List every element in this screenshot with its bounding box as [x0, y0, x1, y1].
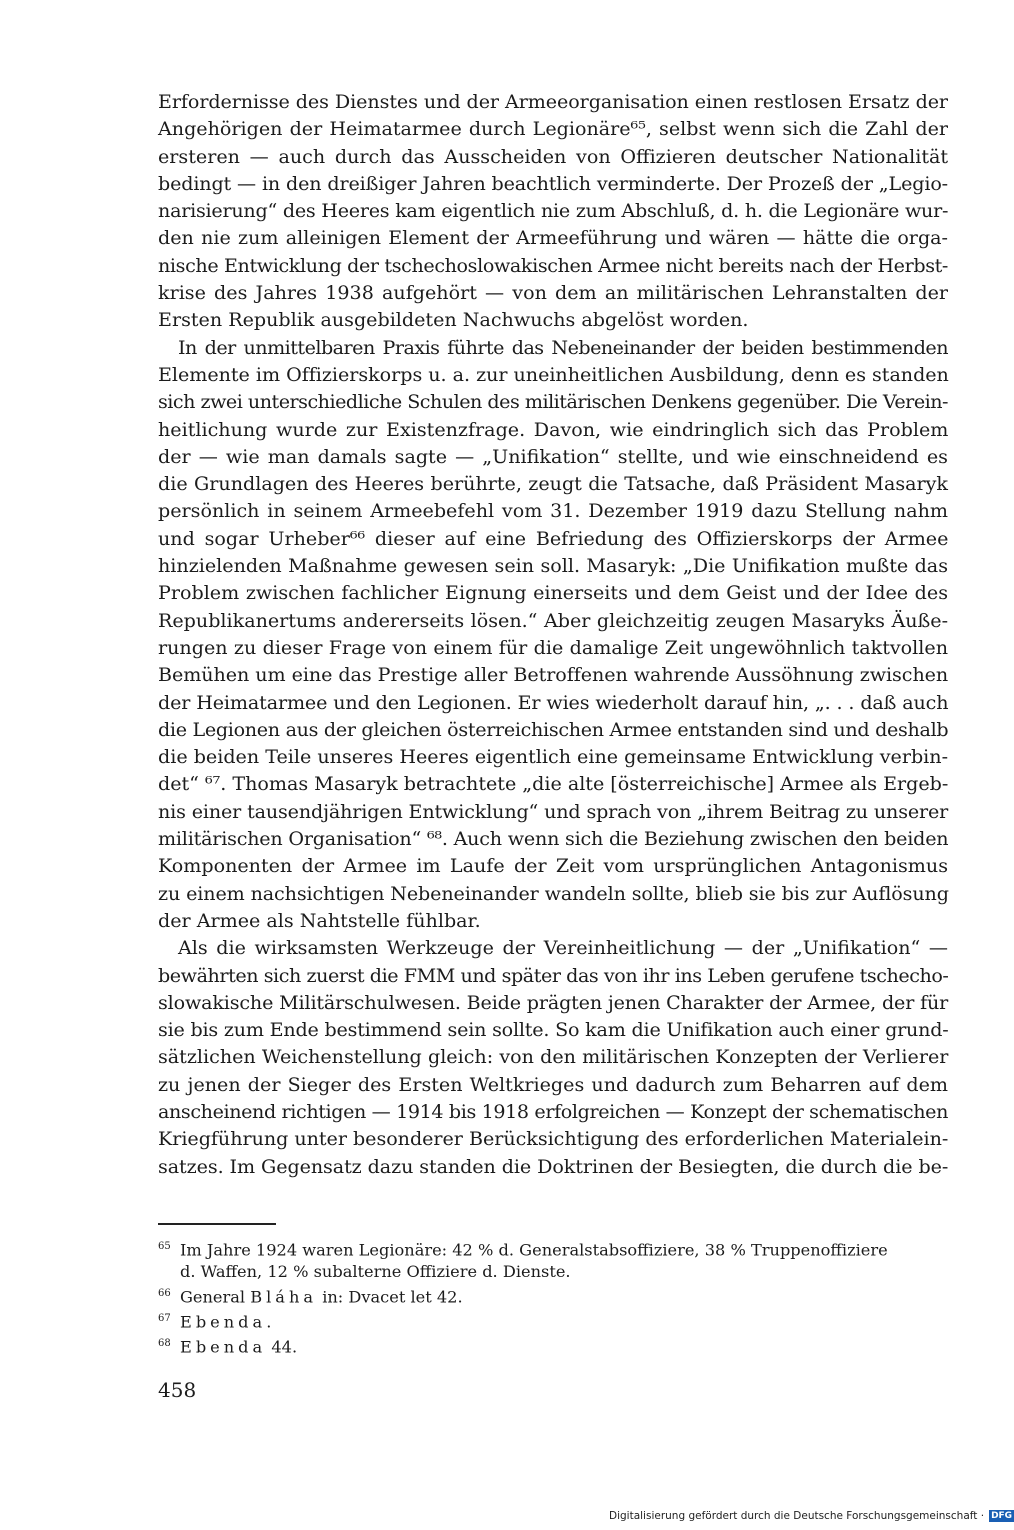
footnote-ibid: Ebenda	[180, 1312, 267, 1332]
text-line: militärischen Organisation“ ⁶⁸. Auch wenn sich die Beziehung zwischen den beiden	[158, 827, 949, 851]
text-line: und sogar Urheber⁶⁶ dieser auf eine Befriedung des Offizierskorps der Armee	[158, 526, 949, 550]
footnote-67	[158, 1308, 948, 1333]
digitization-credit	[609, 1507, 1013, 1525]
text-line: die beiden Teile unseres Heeres eigentlich eine gemeinsame Entwicklung verbin-	[158, 745, 949, 769]
text-line: Erfordernisse des Dienstes und der Armeeorganisation einen restlosen Ersatz der	[158, 90, 948, 113]
text-line: die Legionen aus der gleichen österreichischen Armee entstanden sind und deshalb	[158, 717, 949, 741]
paragraph-3	[158, 934, 948, 1180]
footnote-65	[158, 1236, 948, 1261]
text-line: Komponenten der Armee im Laufe der Zeit vom ursprünglichen Antagonismus	[158, 854, 948, 878]
text-line: persönlich in seinem Armeebefehl vom 31. Dezember 1919 dazu Stellung nahm	[158, 499, 948, 523]
text-line: ersteren — auch durch das Ausscheiden von Offizieren deutscher Nationalität	[158, 144, 949, 168]
text-line: slowakische Militärschulwesen. Beide prägten jenen Charakter der Armee, der für	[158, 990, 949, 1014]
text-line: der — wie man damals sagte — „Unifikation“ stellte, und wie einschneidend es	[158, 444, 948, 468]
footnote-65-continued	[158, 1261, 948, 1283]
text-line: sätzlichen Weichenstellung gleich: von den militärischen Konzepten der Verlierer	[158, 1045, 949, 1069]
text-line: bewährten sich zuerst die FMM und später das von ihr ins Leben gerufene tschecho-	[158, 963, 949, 987]
footnote-number: 66	[158, 1287, 171, 1299]
footnote-text: d. Waffen, 12 % subalterne Offiziere d. Dienste.	[180, 1262, 571, 1282]
text-line: Ersten Republik ausgebildeten Nachwuchs abgelöst worden.	[158, 308, 749, 332]
text-line: Elemente im Offizierskorps u. a. zur uneinheitlichen Ausbildung, denn es standen	[158, 362, 949, 386]
text-line: nis einer tausendjährigen Entwicklung“ und sprach von „ihrem Beitrag zu unserer	[158, 799, 949, 823]
footnote-author: Bláha	[250, 1287, 318, 1307]
page-number: 458	[158, 1378, 197, 1402]
footnote-ibid: Ebenda	[180, 1337, 267, 1357]
text-line: sich zwei unterschiedliche Schulen des militärischen Denkens gegenüber. Die Verein-	[158, 390, 948, 414]
footnote-number: 65	[158, 1241, 171, 1252]
footnote-number: 67	[158, 1312, 171, 1324]
text-line: bedingt — in den dreißiger Jahren beachtlich verminderte. Der Prozeß der „Legio-	[158, 171, 948, 195]
text-line: der Heimatarmee und den Legionen. Er wies wiederholt darauf hin, „. . . daß auch	[158, 690, 949, 714]
text-line: der Armee als Nahtstelle fühlbar.	[158, 908, 481, 932]
text-line: In der unmittelbaren Praxis führte das Nebeneinander der beiden bestimmenden	[178, 335, 948, 359]
footnote-66	[158, 1283, 948, 1308]
text-line: Angehörigen der Heimatarmee durch Legionäre⁶⁵, selbst wenn sich die Zahl der	[158, 117, 948, 141]
text-line: Problem zwischen fachlicher Eignung einerseits und dem Geist und der Idee des	[158, 581, 948, 605]
footnote-number: 68	[158, 1337, 171, 1349]
text-line: die Grundlagen des Heeres berührte, zeugt die Tatsache, daß Präsident Masaryk	[158, 472, 948, 496]
footnote-suffix: .	[266, 1312, 272, 1332]
footnotes	[158, 1236, 948, 1358]
text-line: heitlichung wurde zur Existenzfrage. Davon, wie eindringlich sich das Problem	[158, 417, 949, 441]
text-line: zu jenen der Sieger des Ersten Weltkrieges und dadurch zum Beharren auf dem	[158, 1072, 948, 1096]
text-line: hinzielenden Maßnahme gewesen sein soll. Masaryk: „Die Unifikation mußte das	[158, 554, 948, 578]
text-line: nische Entwicklung der tschechoslowakischen Armee nicht bereits nach der Herbst-	[158, 253, 948, 277]
footnote-text: Im Jahre 1924 waren Legionäre: 42 % d. Generalstabsoffiziere, 38 % Truppenoffiziere	[180, 1240, 888, 1260]
text-line: Als die wirksamsten Werkzeuge der Vereinheitlichung — der „Unifikation“ —	[178, 936, 948, 960]
text-line: rungen zu dieser Frage von einem für die damalige Zeit ungewöhnlich taktvollen	[158, 635, 948, 659]
text-line: anscheinend richtigen — 1914 bis 1918 erfolgreichen — Konzept der schematischen	[158, 1099, 948, 1123]
text-line: Bemühen um eine das Prestige aller Betroffenen wahrende Aussöhnung zwischen	[158, 663, 949, 687]
paragraph-1	[158, 88, 948, 334]
text-line: Republikanertums andererseits lösen.“ Aber gleichzeitig zeugen Masaryks Äuße-	[158, 608, 949, 632]
footnote-suffix: 44.	[266, 1337, 298, 1357]
text-line: sie bis zum Ende bestimmend sein sollte. So kam die Unifikation auch einer grund-	[158, 1018, 949, 1042]
footnote-suffix: in: Dvacet let 42.	[317, 1287, 463, 1307]
text-line: den nie zum alleinigen Element der Armeeführung und wären — hätte die orga-	[158, 226, 948, 250]
footnote-divider	[158, 1223, 276, 1225]
digitization-note: Digitalisierung gefördert durch die Deutsche Forschungsgemeinschaft ·	[609, 1510, 985, 1522]
text-line: krise des Jahres 1938 aufgehört — von dem an militärischen Lehranstalten der	[158, 281, 949, 305]
text-line: satzes. Im Gegensatz dazu standen die Doktrinen der Besiegten, die durch die be-	[158, 1154, 949, 1178]
footnote-68	[158, 1333, 948, 1358]
text-line: zu einem nachsichtigen Nebeneinander wandeln sollte, blieb sie bis zur Auflösung	[158, 881, 949, 905]
paragraph-2	[158, 334, 948, 935]
footnote-prefix: General	[180, 1287, 251, 1307]
text-line: Kriegführung unter besonderer Berücksichtigung des erforderlichen Materialein-	[158, 1127, 949, 1151]
text-line: det“ ⁶⁷. Thomas Masaryk betrachtete „die alte [österreichische] Armee als Ergeb-	[158, 772, 949, 796]
dfg-logo-icon: DFG	[991, 1511, 1013, 1521]
body-text	[158, 88, 948, 1180]
text-line: narisierung“ des Heeres kam eigentlich nie zum Abschluß, d. h. die Legionäre wur-	[158, 199, 949, 223]
